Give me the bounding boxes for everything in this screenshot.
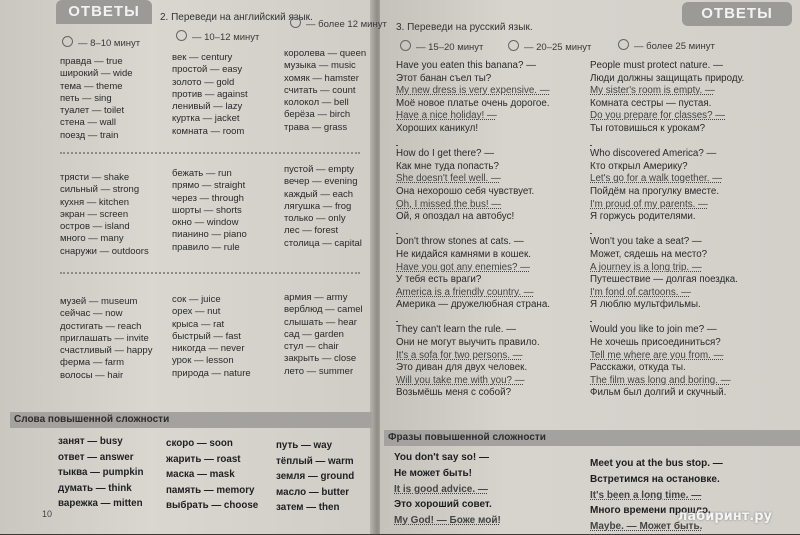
word-pair: ответ — answer [58,451,134,463]
word-pair: урок — lesson [172,355,234,367]
spacer [590,312,744,325]
phrase-line: My sister's room is empty. — [590,85,715,97]
phrase-line: My God! — Боже мой! [394,515,501,527]
word-pair: экран — screen [60,208,129,220]
word-pair: простой — easy [172,64,243,76]
clock-icon [618,39,629,50]
phrase-line: Have you got any enemies? — [396,261,530,273]
phrase-line: Я горжусь родителями. [590,211,696,223]
word-pair: лес — forest [284,225,339,237]
phrase-line: Много времени прошло. [590,505,711,517]
spacer [590,136,744,149]
phrase-line: Who discovered America? — [590,148,717,160]
word-pair: затем — then [276,502,340,514]
phrase-line: It's been a long time. — [590,489,702,501]
phrase-line: Встретимся на остановке. [590,473,720,485]
word-pair: стул — chair [284,341,339,353]
word-pair: через — through [172,192,244,204]
clock-icon [62,36,73,47]
word-pair: петь — sing [60,92,112,104]
phrase-line: Кто открыл Америку? [590,160,688,172]
word-pair: кухня — kitchen [60,196,130,208]
time-10-12: — 10–12 минут [176,30,259,43]
phrase-line: Ой, я опоздал на автобус! [396,211,515,223]
phrase-column [394,450,501,529]
word-pair: выбрать — choose [166,500,259,512]
word-pair: закрыть — close [284,353,357,365]
phrase-line: Oh, I missed the bus! — [396,198,502,210]
phrase-line: Я люблю мультфильмы. [590,299,701,311]
phrase-line: Не может быть! [394,467,472,479]
word-pair: шорты — shorts [172,204,242,216]
spacer [396,312,550,325]
word-pair: приглашать — invite [60,332,149,344]
word-pair: век — century [172,52,233,63]
word-pair: куртка — jacket [172,113,240,125]
word-pair: музыка — music [284,60,356,72]
word-column [172,168,247,254]
word-pair: каждый — each [284,188,354,200]
word-pair: берёза — birch [284,109,351,121]
word-pair: армия — army [284,292,348,303]
phrase-line: Фильм был долгий и скучный. [590,387,727,399]
word-column [172,294,251,380]
word-pair: волосы — hair [60,369,124,381]
exercise-2-heading: 2. Переведи на английский язык. [160,12,313,23]
word-pair: крыса — rat [172,318,225,330]
word-pair: много — many [60,233,124,245]
time-20-25: — 20–25 минут [508,40,591,53]
word-pair: комната — room [172,125,245,137]
phrase-line: Расскажи, откуда ты. [590,362,686,374]
word-column [284,292,363,378]
time-12-plus: — более 12 минут [290,17,387,30]
word-pair: бежать — run [172,168,232,179]
word-pair: окно — window [172,217,239,229]
word-pair: сильный — strong [60,184,140,196]
time-15-20: — 15–20 минут [400,40,483,53]
phrase-line: Они не могут выучить правило. [396,337,540,349]
word-column [276,438,354,516]
word-pair: тёплый — warm [276,455,354,467]
phrase-line: Комната сестры — пустая. [590,97,712,109]
phrase-line: Don't throw stones at cats. — [396,236,524,248]
word-pair: пианино — piano [172,229,247,241]
phrase-line: Have you eaten this banana? — [396,60,536,71]
phrase-line: Will you take me with you? — [396,374,525,386]
phrase-line: Let's go for a walk together. — [590,173,723,185]
word-pair: слышать — hear [284,316,357,328]
word-pair: только — only [284,213,346,225]
answers-tab-right: ОТВЕТЫ [682,2,792,26]
phrase-line: The film was long and boring. — [590,374,731,386]
word-pair: лягушка — frog [284,200,352,212]
phrase-line: У тебя есть враги? [396,274,482,286]
phrase-line: Meet you at the bus stop. — [590,458,723,469]
spacer [396,224,550,237]
phrase-line: America is a friendly country. — [396,286,534,298]
spacer [396,136,550,149]
word-pair: достигать — reach [60,320,142,332]
word-pair: путь — way [276,440,333,451]
word-pair: туалет — toilet [60,105,125,117]
phrase-line: Have a nice holiday! — [396,110,497,122]
word-pair: прямо — straight [172,180,246,192]
phrase-line: Хороших каникул! [396,122,479,134]
word-pair: хомяк — hamster [284,72,359,84]
word-pair: сейчас — now [60,308,123,320]
word-column [172,52,248,138]
phrase-line: It's a sofa for two persons. — [396,349,523,361]
word-pair: жарить — roast [166,453,241,465]
phrase-line: I'm fond of cartoons. — [590,286,691,298]
word-pair: столица — capital [284,237,362,249]
word-pair: никогда — never [172,343,245,355]
word-pair: земля — ground [276,471,355,483]
word-pair: считать — count [284,84,356,96]
phrase-line: Возьмёшь меня с собой? [396,387,512,399]
word-pair: музей — museum [60,296,138,307]
phrase-line: A journey is a long trip. — [590,261,702,273]
word-pair: ферма — farm [60,357,124,369]
phrase-line: How do I get there? — [396,148,495,160]
word-pair: золото — gold [172,76,235,88]
phrase-line: Maybe. — Может быть. [590,521,703,533]
phrase-line: Не кидайся камнями в кошек. [396,248,531,260]
word-column [60,56,133,142]
word-pair: остров — island [60,221,130,233]
phrase-line: Моё новое платье очень дорогое. [396,97,550,109]
word-pair: правда — true [60,56,123,67]
spacer [590,224,744,237]
phrase-line: You don't say so! — [394,452,489,463]
time-8-10: — 8–10 минут [62,36,140,49]
word-pair: маска — mask [166,469,235,481]
word-column [60,296,152,382]
word-pair: скоро — soon [166,438,233,449]
word-pair: королева — queen [284,48,367,59]
word-pair: варежка — mitten [58,498,143,510]
word-pair: ленивый — lazy [172,101,243,113]
clock-icon [400,40,411,51]
phrase-line: Tell me where are you from. — [590,349,724,361]
phrase-line: Ты готовишься к урокам? [590,122,706,134]
phrase-line: I'm proud of my parents. — [590,198,708,210]
phrase-line: They can't learn the rule. — [396,324,517,336]
clock-icon [176,30,187,41]
divider [60,272,360,275]
word-pair: правило — rule [172,241,240,253]
hard-phrases-band: Фразы повышенной сложности [384,430,800,446]
exercise-3-heading: 3. Переведи на русский язык. [396,22,533,33]
word-pair: тема — theme [60,80,123,92]
word-column [166,436,258,514]
word-pair: широкий — wide [60,68,133,80]
phrase-column [396,60,550,400]
word-pair: против — against [172,88,248,100]
word-pair: масло — butter [276,486,350,498]
word-pair: сад — garden [284,328,344,340]
word-column [284,164,362,250]
word-pair: думать — think [58,482,132,494]
word-pair: занят — busy [58,436,123,447]
watermark: лабиринт.ру [677,509,772,524]
phrase-line: Do you prepare for classes? — [590,110,726,122]
word-pair: тыква — pumpkin [58,467,144,479]
hard-words-band: Слова повышенной сложности [10,412,372,428]
time-25-plus: — более 25 минут [618,39,715,52]
phrase-line: Пойдём на прогулку вместе. [590,185,720,197]
page-number: 10 [42,509,53,519]
phrase-line: People must protect nature. — [590,60,723,71]
phrase-line: Она нехорошо себя чувствует. [396,185,535,197]
divider [60,152,360,155]
answers-tab-left: ОТВЕТЫ [56,0,152,24]
word-pair: пустой — empty [284,164,355,175]
phrase-line: Won't you take a seat? — [590,236,702,248]
phrase-line: Это хороший совет. [394,499,492,511]
phrase-line: Как мне туда попасть? [396,160,499,172]
word-pair: снаружи — outdoors [60,245,149,257]
phrase-column [590,60,744,400]
word-pair: колокол — bell [284,97,349,109]
word-pair: быстрый — fast [172,330,241,342]
word-column [58,434,143,512]
phrase-line: Америка — дружелюбная страна. [396,299,550,311]
word-pair: счастливый — happy [60,345,153,357]
word-pair: память — memory [166,484,255,496]
phrase-line: Этот банан съел ты? [396,72,492,84]
word-pair: верблюд — camel [284,304,363,316]
word-pair: лето — summer [284,365,354,377]
clock-icon [508,40,519,51]
phrase-line: My new dress is very expensive. — [396,85,550,97]
phrase-line: She doesn't feel well. — [396,173,501,185]
phrase-line: Would you like to join me? — [590,324,717,336]
word-pair: поезд — train [60,129,119,141]
word-pair: стена — wall [60,117,116,129]
word-pair: природа — nature [172,367,251,379]
phrase-line: Люди должны защищать природу. [590,72,745,84]
phrase-line: Не хочешь присоединиться? [590,337,721,349]
word-column [284,48,366,134]
word-pair: трясти — shake [60,172,130,183]
phrase-line: Путешествие — долгая поездка. [590,274,738,286]
word-column [60,172,149,258]
word-pair: сок — juice [172,294,221,305]
phrase-line: It is good advice. — [394,483,488,495]
clock-icon [290,17,301,28]
word-pair: вечер — evening [284,176,358,188]
phrase-line: Может, сядешь на место? [590,248,708,260]
word-pair: трава — grass [284,121,348,133]
phrase-line: Это диван для двух человек. [396,362,528,374]
word-pair: орех — nut [172,306,221,318]
